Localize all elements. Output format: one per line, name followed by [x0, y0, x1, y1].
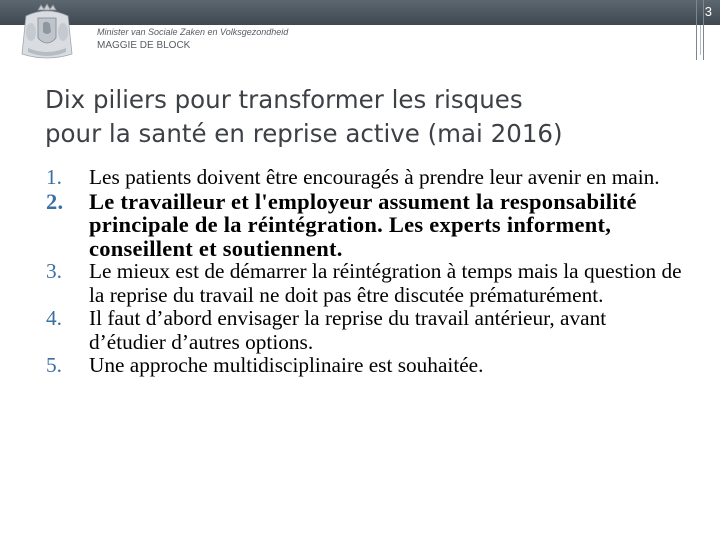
header-accent-line [696, 0, 697, 60]
header-divider [700, 25, 701, 55]
list-item [46, 166, 686, 190]
item-number: 3. [46, 259, 62, 283]
item-text: Le travailleur et l'employeur assument la responsabilité principale de la réintégration. Les experts informent, conseillent et soutiennent. [89, 188, 637, 261]
item-text: Une approche multidisciplinaire est souhaitée. [89, 353, 484, 377]
list-item [46, 354, 686, 378]
belgian-coat-of-arms-icon [18, 2, 76, 62]
page-title [45, 83, 685, 151]
list-item [46, 190, 686, 261]
title-line: Dix piliers pour transformer les risques [45, 85, 523, 114]
list-item [46, 307, 686, 354]
pillars-list [46, 166, 686, 378]
item-number: 1. [46, 165, 62, 189]
item-text: Les patients doivent être encouragés à prendre leur avenir en main. [89, 165, 660, 189]
header-bar [0, 0, 720, 25]
ministry-name: Minister van Sociale Zaken en Volksgezondheid [97, 27, 289, 37]
list-item [46, 260, 686, 307]
item-number: 5. [46, 353, 62, 377]
minister-name: MAGGIE DE BLOCK [97, 40, 191, 51]
item-text: Il faut d’abord envisager la reprise du travail antérieur, avant d’étudier d’autres options. [89, 306, 607, 354]
slide-number: 3 [704, 4, 712, 19]
item-text: Le mieux est de démarrer la réintégration à temps mais la question de la reprise du travail ne doit pas être discutée prématurément. [89, 259, 682, 307]
item-number: 4. [46, 306, 62, 330]
title-line: pour la santé en reprise active (mai 2016) [45, 119, 563, 148]
item-number: 2. [46, 188, 64, 214]
